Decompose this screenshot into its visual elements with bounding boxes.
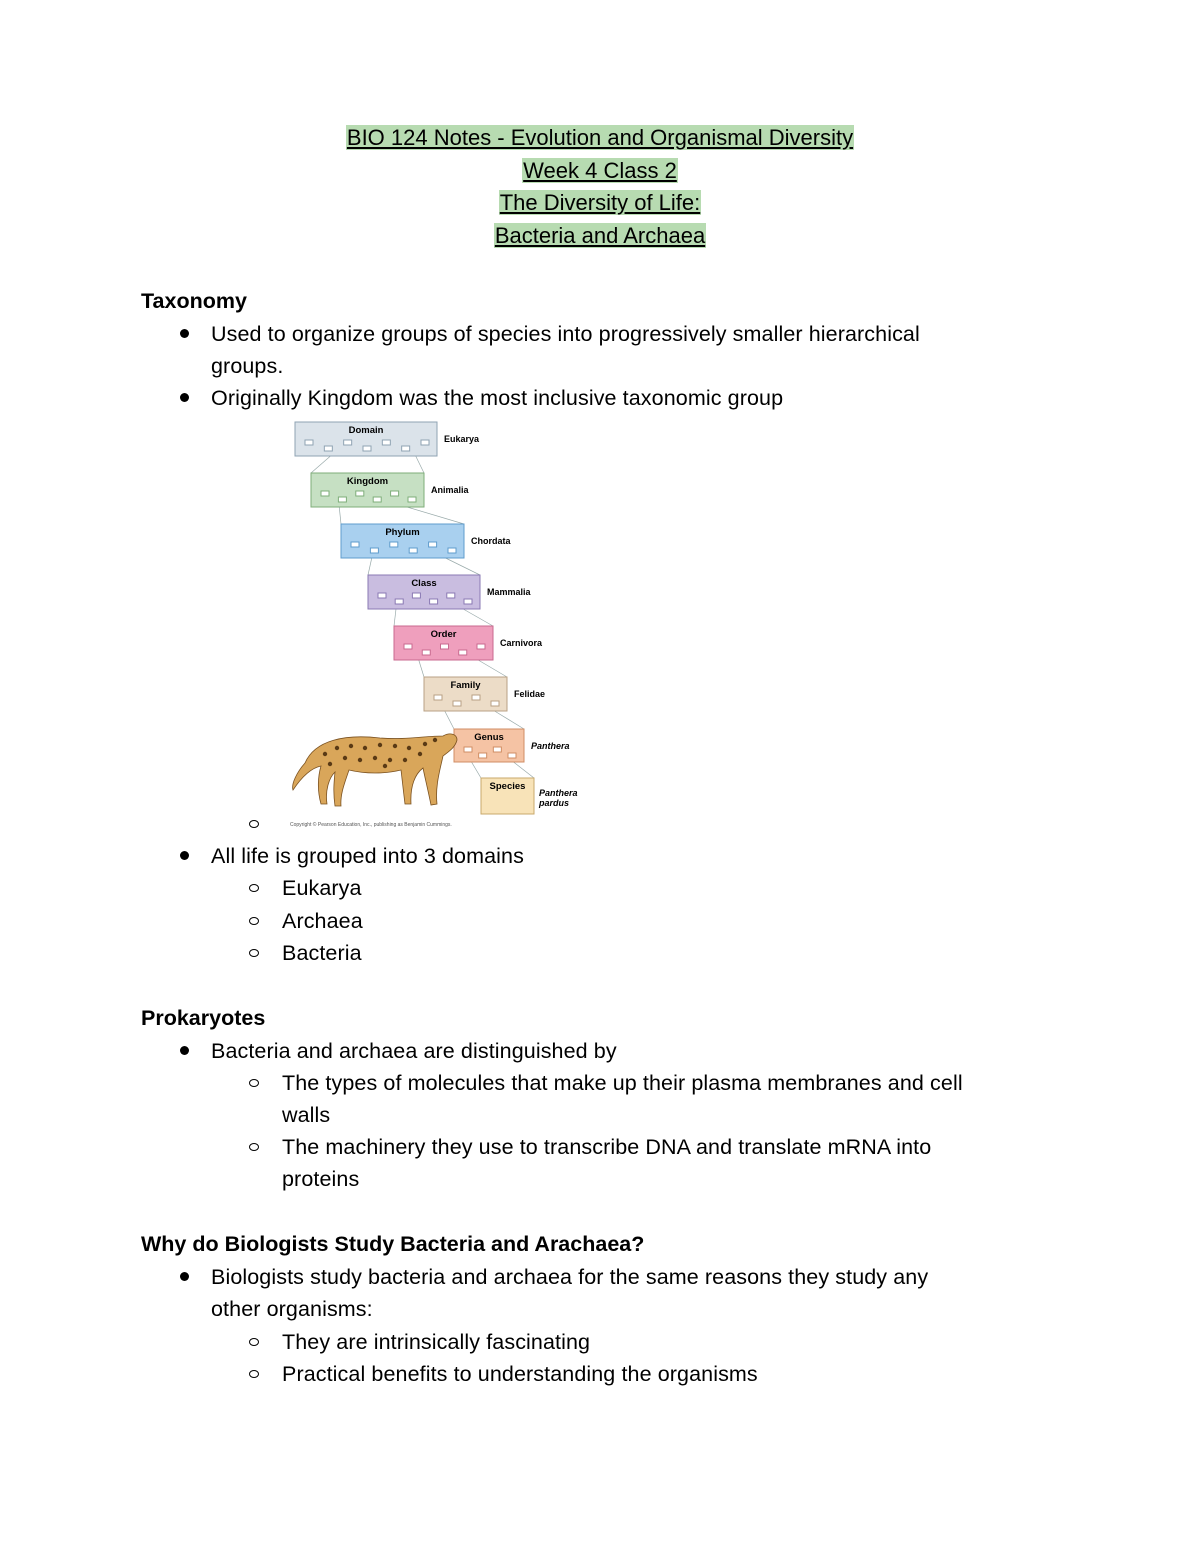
list-item: Originally Kingdom was the most inclusive taxonomic group xyxy=(211,382,783,415)
list-item: Bacteria and archaea are distinguished by xyxy=(211,1035,617,1068)
leopard-spot xyxy=(403,758,407,762)
species-example-genus: Panthera xyxy=(539,788,578,798)
level-example-family: Felidae xyxy=(514,689,546,699)
list-item-continuation: groups. xyxy=(211,354,284,378)
member-box xyxy=(356,491,364,496)
leopard-spot xyxy=(393,744,397,748)
member-box xyxy=(404,644,412,649)
member-box xyxy=(477,644,485,649)
leopard-spot xyxy=(418,752,422,756)
member-box xyxy=(324,446,332,451)
species-example-epithet: pardus xyxy=(539,798,570,808)
list-item: Used to organize groups of species into progressively smaller hierarchical xyxy=(211,318,920,351)
list-item-continuation: walls xyxy=(282,1103,331,1127)
leopard-spot xyxy=(358,758,362,762)
level-label-class: Class xyxy=(411,578,437,589)
title-line-subtopic: Bacteria and Archaea xyxy=(494,222,706,248)
leopard-spot xyxy=(378,743,382,747)
member-box xyxy=(370,548,378,553)
leopard-spot xyxy=(343,756,347,760)
member-box xyxy=(408,497,416,502)
member-box xyxy=(472,695,480,700)
connector-line xyxy=(407,507,464,524)
leopard-spot xyxy=(433,738,437,742)
connector-line xyxy=(514,762,535,778)
list-item: All life is grouped into 3 domains xyxy=(211,840,524,873)
connector-line xyxy=(478,660,507,677)
list-item: Biologists study bacteria and archaea for the same reasons they study any xyxy=(211,1261,928,1294)
empty-sub-bullet-icon xyxy=(249,820,259,828)
section-heading-prokaryotes: Prokaryotes xyxy=(141,1006,266,1030)
member-box xyxy=(390,542,398,547)
member-box xyxy=(395,599,403,604)
member-box xyxy=(363,446,371,451)
figure-copyright: Copyright © Pearson Education, Inc., publishing as Benjamin Cummings. xyxy=(290,822,452,828)
leopard-spot xyxy=(388,758,392,762)
member-box xyxy=(412,593,420,598)
taxonomy-diagram xyxy=(285,418,595,830)
level-example-genus: Panthera xyxy=(531,741,570,751)
member-box xyxy=(491,701,499,706)
member-box xyxy=(422,650,430,655)
leopard-spot xyxy=(335,746,339,750)
section-heading-taxonomy: Taxonomy xyxy=(141,289,247,313)
member-box xyxy=(493,747,501,752)
level-label-species: Species xyxy=(489,781,526,792)
member-box xyxy=(351,542,359,547)
connector-line xyxy=(463,609,493,626)
level-example-phylum: Chordata xyxy=(471,536,511,546)
member-box xyxy=(373,497,381,502)
member-box xyxy=(402,446,410,451)
level-label-family: Family xyxy=(450,680,481,691)
member-box xyxy=(459,650,467,655)
taxonomy-hierarchy-figure xyxy=(285,418,595,830)
member-box xyxy=(479,753,487,758)
connector-line xyxy=(446,558,480,575)
level-example-domain: Eukarya xyxy=(444,434,480,444)
connector-line xyxy=(472,762,482,778)
member-box xyxy=(378,593,386,598)
connector-line xyxy=(368,558,372,575)
leopard-illustration xyxy=(293,734,457,806)
member-box xyxy=(508,753,516,758)
connector-line xyxy=(495,711,524,729)
member-box xyxy=(344,440,352,445)
list-item-continuation: other organisms: xyxy=(211,1297,373,1321)
member-box xyxy=(430,599,438,604)
level-label-phylum: Phylum xyxy=(385,527,420,538)
member-box xyxy=(464,747,472,752)
leopard-spot xyxy=(363,746,367,750)
member-box xyxy=(338,497,346,502)
leopard-spot xyxy=(423,742,427,746)
connector-line xyxy=(416,456,424,473)
leopard-spot xyxy=(328,762,332,766)
title-line-topic: The Diversity of Life: xyxy=(499,190,701,215)
leopard-spot xyxy=(407,746,411,750)
leopard-spot xyxy=(373,756,377,760)
member-box xyxy=(441,644,449,649)
title-line-week: Week 4 Class 2 xyxy=(523,157,677,183)
list-item-continuation: proteins xyxy=(282,1167,360,1191)
connector-line xyxy=(419,660,424,677)
leopard-spot xyxy=(383,764,387,768)
level-example-class: Mammalia xyxy=(487,587,531,597)
leopard-spot xyxy=(323,752,327,756)
connector-line xyxy=(394,609,396,626)
connector-line xyxy=(445,711,454,729)
document-title xyxy=(0,122,1200,252)
level-example-kingdom: Animalia xyxy=(431,485,469,495)
leopard-spot xyxy=(349,744,353,748)
connector-line xyxy=(339,507,341,524)
member-box xyxy=(434,695,442,700)
member-box xyxy=(448,548,456,553)
list-item: They are intrinsically fascinating xyxy=(282,1326,590,1359)
level-label-genus: Genus xyxy=(474,732,504,743)
member-box xyxy=(453,701,461,706)
member-box xyxy=(464,599,472,604)
level-label-domain: Domain xyxy=(348,425,384,436)
list-item-domain-bacteria: Bacteria xyxy=(282,937,362,970)
level-example-order: Carnivora xyxy=(500,638,543,648)
member-box xyxy=(305,440,313,445)
member-box xyxy=(409,548,417,553)
title-line-course: BIO 124 Notes - Evolution and Organismal Diversity xyxy=(346,125,854,150)
list-item-domain-eukarya: Eukarya xyxy=(282,872,362,905)
level-label-kingdom: Kingdom xyxy=(346,476,389,487)
member-box xyxy=(391,491,399,496)
member-box xyxy=(429,542,437,547)
level-label-order: Order xyxy=(430,629,457,640)
list-item: The types of molecules that make up their plasma membranes and cell xyxy=(282,1067,963,1100)
member-box xyxy=(321,491,329,496)
section-heading-why-study: Why do Biologists Study Bacteria and Arachaea? xyxy=(141,1232,645,1256)
member-box xyxy=(421,440,429,445)
list-item: The machinery they use to transcribe DNA and translate mRNA into xyxy=(282,1131,931,1164)
member-box xyxy=(447,593,455,598)
list-item-domain-archaea: Archaea xyxy=(282,905,363,938)
list-item: Practical benefits to understanding the organisms xyxy=(282,1358,758,1391)
member-box xyxy=(382,440,390,445)
connector-line xyxy=(311,456,331,473)
